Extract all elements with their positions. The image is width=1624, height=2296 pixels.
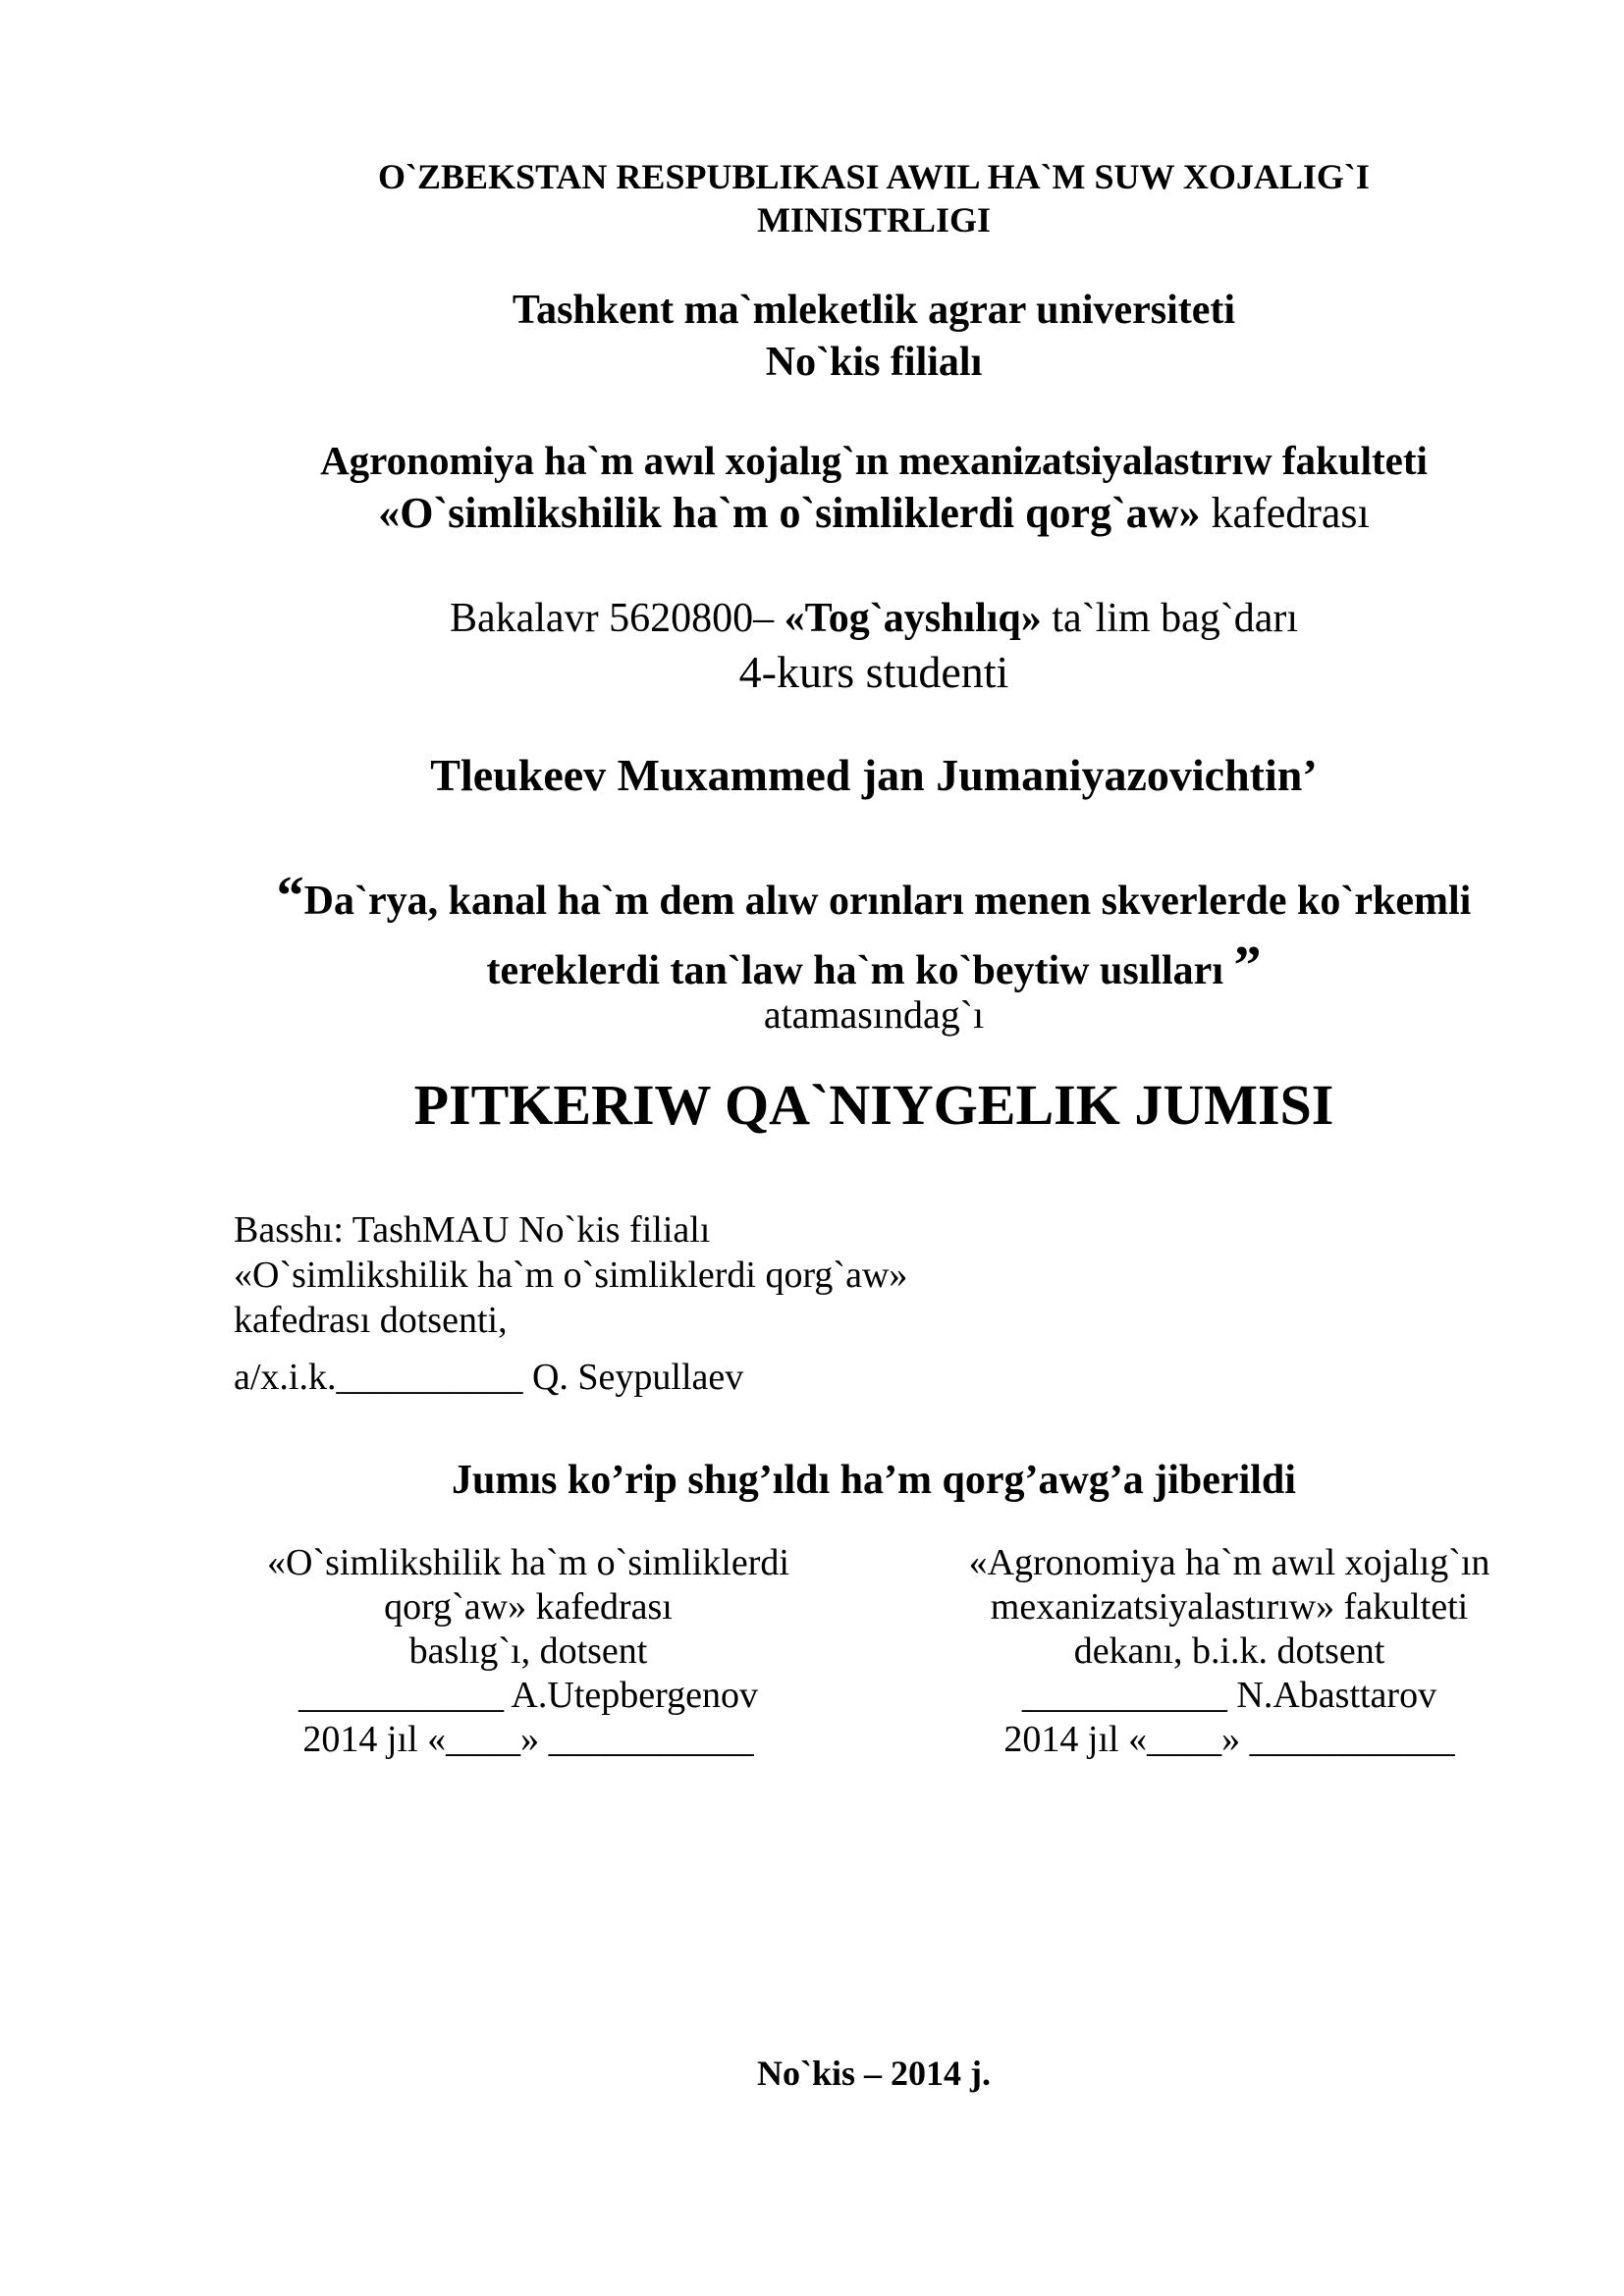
- left-approval-line-3: baslıg`ı, dotsent: [408, 1630, 648, 1672]
- advisor-signature-line: [234, 1355, 907, 1400]
- advisor-name: Q. Seypullaev: [522, 1357, 744, 1398]
- department-suffix: kafedrası: [1200, 489, 1370, 537]
- open-quote: “: [276, 866, 304, 927]
- left-signature-line: [224, 1674, 833, 1718]
- left-date-line: 2014 jıl «____» ___________: [302, 1719, 754, 1760]
- course-line: 4-kurs studenti: [738, 647, 1009, 697]
- left-signer-name: A.Utepbergenov: [504, 1675, 758, 1716]
- program-prefix: Bakalavr 5620800–: [449, 596, 785, 641]
- approval-heading: Jumıs ko’rip shıg’ıldı ha’m qorg’awg’a jiberildi: [452, 1458, 1296, 1503]
- program-line: [0, 593, 1624, 644]
- program-name: «Tog`ayshılıq»: [784, 596, 1042, 641]
- left-approval-line-2: qorg`aw» kafedrası: [384, 1586, 673, 1628]
- advisor-degree: a/x.i.k.: [234, 1357, 337, 1398]
- document-title: PITKERIW QA`NIYGELIK JUMISI: [413, 1073, 1334, 1137]
- place-and-year: No`kis – 2014 j.: [756, 2054, 991, 2093]
- right-signature-line: [925, 1674, 1534, 1718]
- department-line: [0, 485, 1624, 542]
- right-approval-line-1: «Agronomiya ha`m awıl xojalıg`ın: [968, 1542, 1490, 1583]
- advisor-signature-blank: __________: [336, 1357, 523, 1398]
- department-name: «O`simlikshilik ha`m o`simliklerdi qorg`aw»: [378, 489, 1201, 537]
- advisor-line-2: «O`simlikshilik ha`m o`simliklerdi qorg`aw»: [234, 1255, 908, 1296]
- university-header: [0, 285, 1624, 389]
- left-approval-line-1: «O`simlikshilik ha`m o`simliklerdi: [267, 1542, 789, 1583]
- right-approval-line-3: dekanı, b.i.k. dotsent: [1073, 1630, 1385, 1672]
- topic-line-1: [0, 864, 1624, 934]
- topic-text-1: Da`rya, kanal ha`m dem alıw orınları menen skverlerde ko`rkemli: [303, 879, 1472, 924]
- right-signer-name: N.Abasttarov: [1226, 1675, 1437, 1716]
- topic-text-2: tereklerdi tan`law ha`m ko`beytiw usılları: [486, 948, 1234, 993]
- topic-line-3: atamasındag`ı: [763, 992, 985, 1037]
- right-approval-line-2: mexanizatsiyalastırıw» fakulteti: [990, 1586, 1469, 1628]
- dean-approval: [925, 1541, 1534, 1762]
- student-name: Tleukeev Muxammed jan Jumaniyazovichtin’: [430, 750, 1318, 800]
- department-head-approval: [224, 1541, 833, 1762]
- advisor-line-1: Basshı: TashMAU No`kis filialı: [234, 1209, 711, 1251]
- ministry-line-1: O`ZBEKSTAN RESPUBLIKASI AWIL HA`M SUW XOJALIG`I: [378, 157, 1370, 196]
- advisor-line-3: kafedrası dotsenti,: [234, 1300, 508, 1341]
- ministry-line-2: MINISTRLIGI: [756, 200, 992, 240]
- branch-name: No`kis filialı: [765, 340, 983, 385]
- right-date-line: 2014 jıl «____» ___________: [1003, 1719, 1455, 1760]
- advisor-block: [234, 1207, 907, 1400]
- thesis-topic: [0, 864, 1624, 1039]
- right-signature-blank: ___________: [1021, 1675, 1227, 1716]
- program-suffix: ta`lim bag`darı: [1041, 596, 1299, 641]
- university-name: Tashkent ma`mleketlik agrar universiteti: [512, 288, 1236, 333]
- program-block: [0, 593, 1624, 701]
- faculty-name: Agronomiya ha`m awıl xojalıg`ın mexanizatsiyalastırıw fakulteti: [320, 438, 1428, 483]
- left-signature-blank: ___________: [298, 1675, 505, 1716]
- close-quote: ”: [1233, 935, 1262, 996]
- ministry-header: [0, 155, 1624, 241]
- faculty-block: [0, 436, 1624, 542]
